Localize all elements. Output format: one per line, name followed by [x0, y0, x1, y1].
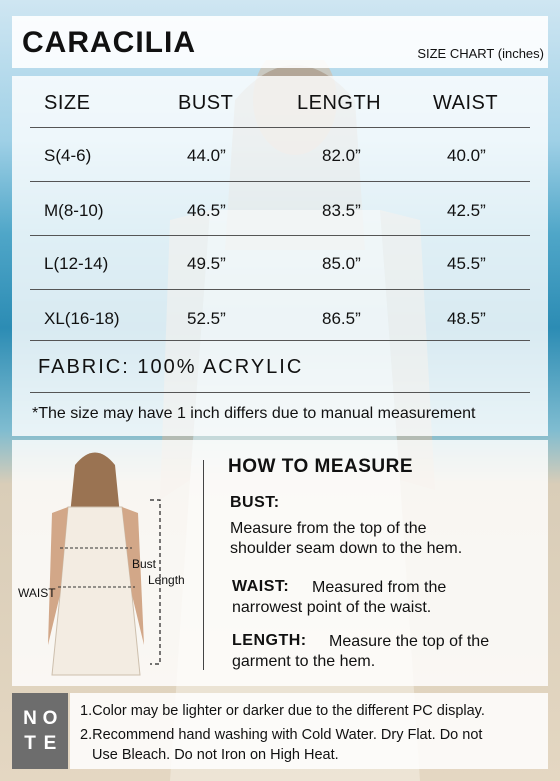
header-bust: BUST — [178, 92, 234, 114]
diagram-waist-label: WAIST — [18, 586, 56, 600]
waist-instruction-line: narrowest point of the waist. — [232, 599, 432, 616]
measurement-disclaimer: *The size may have 1 inch differs due to manual measurement — [32, 405, 476, 422]
note-color: 1.Color may be lighter or darker due to the different PC display. — [80, 703, 485, 719]
table-cell-size: XL(16-18) — [44, 309, 120, 328]
how-to-measure-title: HOW TO MEASURE — [228, 456, 414, 477]
note-letter: O — [42, 708, 58, 729]
table-cell-bust: 46.5” — [187, 201, 226, 220]
table-divider — [30, 340, 530, 341]
table-cell-bust: 52.5” — [187, 309, 226, 328]
table-cell-size: S(4-6) — [44, 146, 92, 165]
header-length: LENGTH — [297, 92, 382, 114]
table-cell-waist: 40.0” — [447, 146, 486, 165]
brand-title: CARACILIA — [22, 26, 196, 59]
waist-heading: WAIST: — [232, 578, 290, 595]
table-divider — [30, 181, 530, 182]
table-divider — [30, 289, 530, 290]
note-badge — [12, 693, 68, 769]
bust-heading: BUST: — [230, 494, 280, 511]
fabric-info: FABRIC: 100% ACRYLIC — [38, 356, 304, 378]
waist-instruction-line: Measured from the — [312, 579, 447, 596]
note-letter: E — [43, 733, 57, 754]
table-cell-size: L(12-14) — [44, 254, 109, 273]
diagram-bust-label: Bust — [132, 557, 157, 571]
diagram-length-label: Length — [148, 573, 185, 587]
table-cell-bust: 49.5” — [187, 254, 226, 273]
note-care-line: Use Bleach. Do not Iron on High Heat. — [92, 747, 339, 763]
table-divider — [30, 235, 530, 236]
bust-instruction-line: Measure from the top of the — [230, 520, 427, 537]
table-cell-length: 86.5” — [322, 309, 361, 328]
table-cell-length: 82.0” — [322, 146, 361, 165]
table-cell-length: 83.5” — [322, 201, 361, 220]
size-chart-label: SIZE CHART (inches) — [417, 46, 544, 61]
measure-divider — [203, 460, 204, 670]
header-waist: WAIST — [433, 92, 499, 114]
table-cell-waist: 42.5” — [447, 201, 486, 220]
length-instruction-line: Measure the top of the — [329, 633, 490, 650]
note-care-line: 2.Recommend hand washing with Cold Water. Dry Flat. Do not — [80, 727, 483, 743]
header-size: SIZE — [44, 92, 91, 114]
table-cell-waist: 48.5” — [447, 309, 486, 328]
table-cell-size: M(8-10) — [44, 201, 104, 220]
table-divider — [30, 127, 530, 128]
length-heading: LENGTH: — [232, 632, 307, 649]
table-cell-bust: 44.0” — [187, 146, 226, 165]
table-divider — [30, 392, 530, 393]
table-cell-waist: 45.5” — [447, 254, 486, 273]
bust-instruction-line: shoulder seam down to the hem. — [230, 540, 463, 557]
length-instruction-line: garment to the hem. — [232, 653, 376, 670]
table-cell-length: 85.0” — [322, 254, 361, 273]
note-letter: N — [23, 708, 37, 729]
note-letter: T — [24, 733, 36, 754]
